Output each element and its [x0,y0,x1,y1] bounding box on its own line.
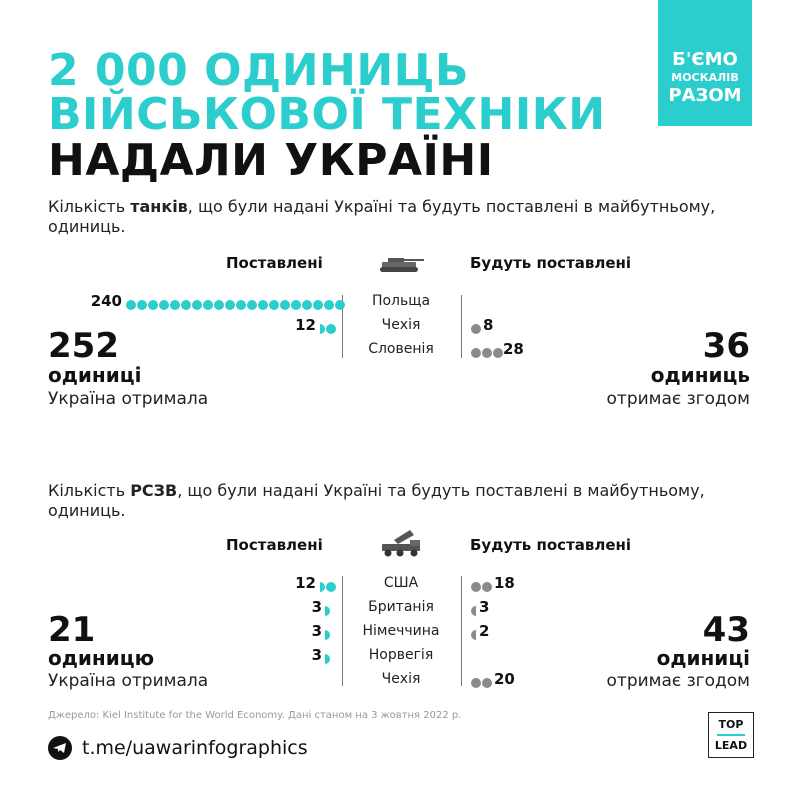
mlrs-britain-future: 3 [479,598,490,616]
dot-teal [225,300,235,310]
badge-line-3: РАЗОМ [668,85,742,106]
tanks-slovenia-future-dots [470,342,503,361]
telegram-icon [48,736,72,760]
mlrs-country-norway: Норвегія [368,647,434,663]
mlrs-britain-delivered-dots [324,600,330,619]
mlrs-received-unit: одиницю [48,646,155,670]
dot-teal [291,300,301,310]
dot-grey [482,348,492,358]
mlrs-intro-suffix: , що були надані Україні та будуть поставлені в майбутньому, одиниць. [48,481,705,520]
dot-teal [170,300,180,310]
dot-teal [181,300,191,310]
mlrs-intro [48,481,748,521]
badge-line-2: МОСКАЛІВ [671,71,739,84]
mlrs-germany-delivered: 3 [311,622,322,640]
mlrs-usa-future-dots [470,576,492,595]
tanks-delivered-header: Поставлені [226,254,323,272]
tanks-future-header: Будуть поставлені [470,254,632,272]
mlrs-germany-future-dots [470,624,476,643]
rocket-launcher-icon [380,528,424,562]
dot-teal [159,300,169,310]
dot-teal [269,300,279,310]
tanks-poland-delivered: 240 [90,292,122,310]
tanks-promised-total: 36 [702,326,750,366]
mlrs-delivered-header: Поставлені [226,536,323,554]
title-line-3: НАДАЛИ УКРАЇНІ [48,135,494,186]
tank-icon [378,252,426,278]
title-line-2: ВІЙСЬКОВОЇ ТЕХНІКИ [48,89,606,140]
dot-teal-half [325,654,330,664]
campaign-badge [658,0,752,126]
mlrs-country-czechia: Чехія [381,671,421,687]
toplead-logo-bar [717,734,745,736]
dot-grey [482,582,492,592]
mlrs-received-caption: Україна отримала [48,671,209,691]
dot-teal [326,582,336,592]
tanks-intro-prefix: Кількість [48,197,131,216]
tanks-intro-bold: танків [130,197,188,216]
mlrs-britain-delivered: 3 [311,598,322,616]
dot-teal-half [325,630,330,640]
dot-teal [148,300,158,310]
mlrs-usa-delivered-dots [319,576,336,595]
tanks-received-total: 252 [48,326,119,366]
tanks-czechia-delivered-dots [319,318,336,337]
mlrs-future-header: Будуть поставлені [470,536,632,554]
mlrs-country-usa: США [383,575,419,591]
telegram-link[interactable]: t.me/uawarinfographics [82,737,308,759]
dot-teal [313,300,323,310]
mlrs-germany-delivered-dots [324,624,330,643]
dot-teal [326,324,336,334]
tanks-czechia-delivered: 12 [295,316,316,334]
mlrs-received-total: 21 [48,610,96,650]
toplead-logo-top: TOP [718,718,744,731]
mlrs-czechia-future-dots [470,672,492,691]
dot-teal [137,300,147,310]
badge-line-1: Б'ЄМО [672,49,738,70]
tanks-received-unit: одиниці [48,363,142,387]
tanks-poland-delivered-dots [125,294,335,313]
dot-teal [214,300,224,310]
mlrs-promised-caption: отримає згодом [606,671,750,691]
mlrs-intro-bold: РСЗВ [130,481,178,500]
dot-grey-half [471,630,476,640]
dot-teal [247,300,257,310]
dot-grey [482,678,492,688]
tanks-country-slovenia: Словенія [368,341,434,357]
mlrs-country-germany: Німеччина [362,623,440,639]
dot-grey [471,582,481,592]
tanks-czechia-future: 8 [483,316,494,334]
dot-grey-half [471,606,476,616]
mlrs-intro-prefix: Кількість [48,481,131,500]
dot-teal [126,300,136,310]
dot-teal [258,300,268,310]
dot-teal-half [325,606,330,616]
tanks-czechia-future-dots [470,318,481,337]
toplead-logo-bottom: LEAD [714,739,748,752]
dot-teal [324,300,334,310]
dot-grey [471,348,481,358]
tanks-country-czechia: Чехія [381,317,421,333]
mlrs-usa-future: 18 [494,574,515,592]
tanks-country-poland: Польща [371,293,431,309]
dot-teal [236,300,246,310]
title-line-1: 2 000 ОДИНИЦЬ [48,45,470,96]
mlrs-usa-delivered: 12 [295,574,316,592]
toplead-logo [708,712,754,758]
dot-teal [192,300,202,310]
mlrs-norway-delivered: 3 [311,646,322,664]
tanks-intro-suffix: , що були надані Україні та будуть поставлені в майбутньому, одиниць. [48,197,716,236]
dot-teal [203,300,213,310]
mlrs-britain-future-dots [470,600,476,619]
mlrs-country-britain: Британія [368,599,434,615]
mlrs-germany-future: 2 [479,622,490,640]
tanks-promised-unit: одиниць [650,363,750,387]
dot-grey [471,324,481,334]
tanks-slovenia-future: 28 [503,340,524,358]
tanks-received-caption: Україна отримала [48,389,209,409]
mlrs-promised-unit: одиниці [656,646,750,670]
dot-teal [280,300,290,310]
mlrs-czechia-future: 20 [494,670,515,688]
mlrs-promised-total: 43 [702,610,750,650]
mlrs-norway-delivered-dots [324,648,330,667]
tanks-promised-caption: отримає згодом [606,389,750,409]
tanks-intro [48,197,748,237]
dot-teal [320,582,325,592]
source-note: Джерело: Kiel Institute for the World Economy. Дані станом на 3 жовтня 2022 р. [48,710,462,721]
dot-teal [302,300,312,310]
dot-grey [471,678,481,688]
dot-teal [320,324,325,334]
dot-grey [493,348,503,358]
